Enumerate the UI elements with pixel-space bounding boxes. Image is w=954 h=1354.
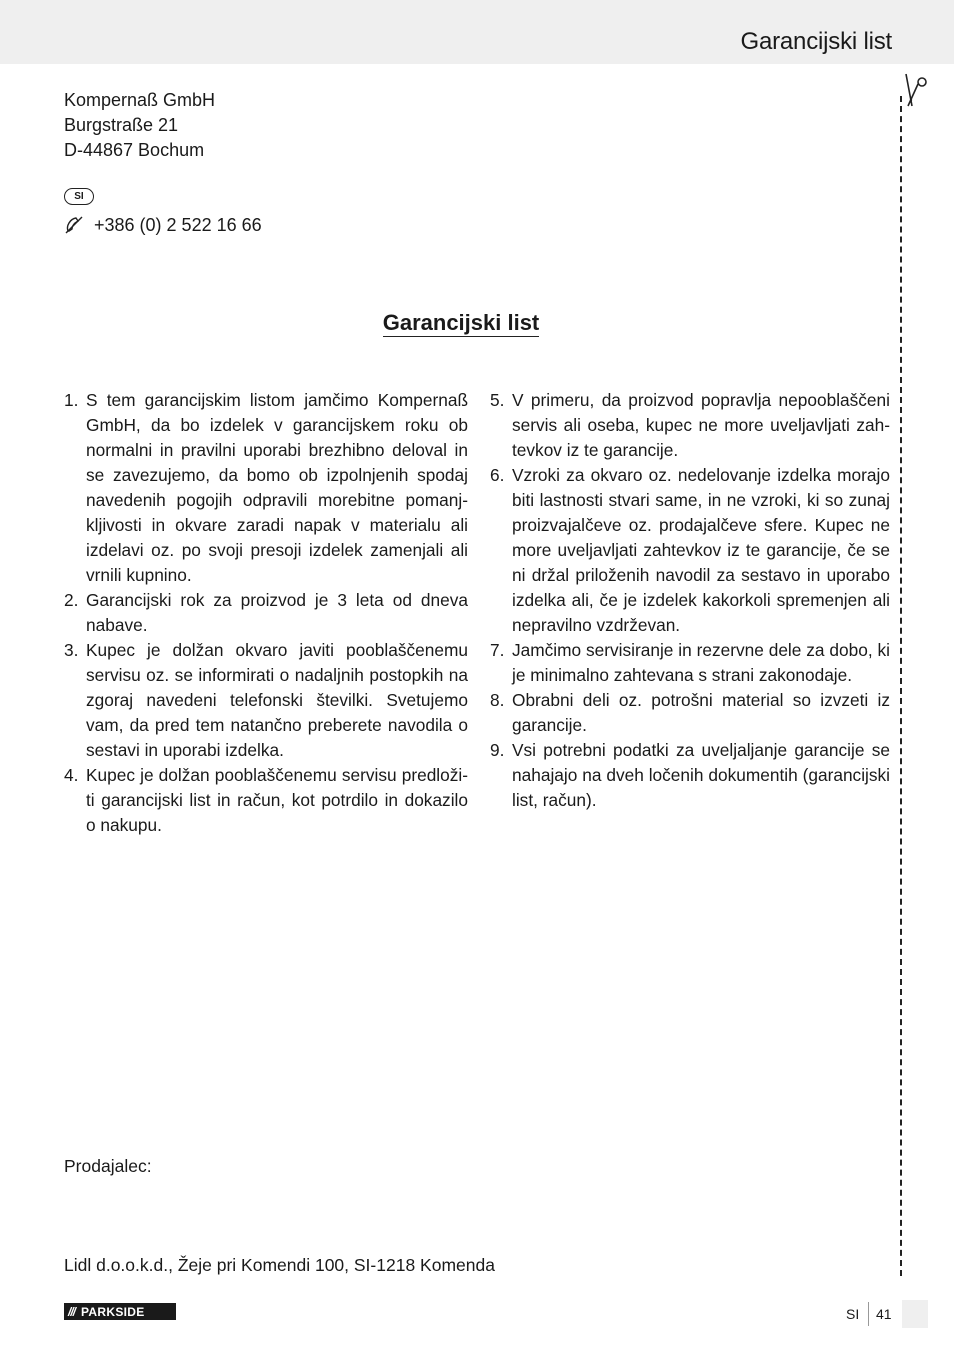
seller-address: Lidl d.o.o.k.d., Žeje pri Komendi 100, SI-1218 Komenda [64, 1255, 495, 1275]
term-number: 5. [490, 390, 505, 410]
country-badge: SI [64, 188, 94, 205]
footer-language: SI [846, 1306, 860, 1322]
term-text: V primeru, da proizvod popravlja nepooblaščeni servis ali oseba, kupec ne more uveljavljati zah-tevkov iz te garancije. [512, 390, 890, 460]
term-text: Vzroki za okvaro oz. nedelovanje izdelka morajo biti lastnosti stvari same, in ne vzroki, ki so zunaj proizvajalčeve oz. prodajalčeve sfere. Kupec ne more uveljavljati zahtevkov iz te garancije, če se ni držal priloženih navodil za sestavo in uporabo izdelka ali, če je izdelek kakorkoli spremenjen ali nepravilno vzdrževan. [512, 465, 890, 635]
address-line: D-44867 Bochum [64, 140, 205, 160]
term-number: 2. [64, 590, 79, 610]
document-title-wrap [0, 310, 922, 336]
cut-line [900, 96, 902, 1276]
document-title: Garancijski list [382, 310, 540, 335]
parkside-logo [64, 1303, 176, 1320]
term-item [64, 588, 468, 638]
header-bar [0, 0, 954, 64]
term-item [490, 638, 890, 688]
term-item [64, 388, 468, 588]
term-text: Garancijski rok za proizvod je 3 leta od dneva nabave. [86, 590, 468, 635]
term-item [490, 388, 890, 463]
term-number: 1. [64, 390, 79, 410]
address-line: Burgstraße 21 [64, 115, 179, 135]
term-text: Vsi potrebni podatki za uveljaljanje garancije se nahajajo na dveh ločenih dokumentih (garancijski list, račun). [512, 740, 890, 810]
term-text: Obrabni deli oz. potrošni material so izvzeti iz garancije. [512, 690, 890, 735]
term-item [490, 463, 890, 638]
company-address [64, 88, 215, 163]
term-number: 8. [490, 690, 505, 710]
footer-tab [902, 1300, 928, 1328]
terms-left-column [64, 388, 468, 838]
term-number: 4. [64, 765, 79, 785]
seller-label: Prodajalec: [64, 1156, 152, 1176]
term-item [64, 638, 468, 763]
term-text: Kupec je dolžan pooblaščenemu servisu predloži-ti garancijski list in račun, kot potrdilo in dokazilo o nakupu. [86, 765, 468, 835]
phone-row [64, 213, 262, 237]
term-number: 6. [490, 465, 505, 485]
page-number: 41 [876, 1306, 892, 1322]
phone-icon [64, 216, 86, 234]
term-text: S tem garancijskim listom jamčimo Kompernaß GmbH, da bo izdelek v garancijskem roku ob normalni in pravilni uporabi brezhibno deloval in se zavezujemo, da bomo ob izpolnjenih spodaj navedenih pogojih odpravili morebitne pomanj-kljivosti in okvare zaradi napak v materialu ali izdelavi oz. po svoji presoji izdelek zamenjali ali vrnili kupnino. [86, 390, 468, 585]
logo-stripes-icon: /// [68, 1304, 76, 1319]
address-line: Kompernaß GmbH [64, 90, 216, 110]
logo-brand-text: PARKSIDE [81, 1304, 145, 1319]
term-number: 3. [64, 640, 79, 660]
term-text: Kupec je dolžan okvaro javiti pooblaščenemu servisu oz. se informirati o nadaljnih postopkih na zgoraj navedeni telefonski številki. Svetujemo vam, da pred tem natančno preberete navodila o sestavi in uporabi izdelka. [86, 640, 468, 760]
term-item [490, 738, 890, 813]
term-number: 9. [490, 740, 505, 760]
term-item [64, 763, 468, 838]
terms-right-column [490, 388, 890, 813]
header-title: Garancijski list [740, 28, 892, 55]
footer-divider [868, 1302, 869, 1326]
term-item [490, 688, 890, 738]
term-number: 7. [490, 640, 505, 660]
scissors-icon [898, 70, 930, 110]
term-text: Jamčimo servisiranje in rezervne dele za dobo, ki je minimalno zahtevana s strani zakonodaje. [512, 640, 890, 685]
phone-number: +386 (0) 2 522 16 66 [94, 215, 262, 235]
